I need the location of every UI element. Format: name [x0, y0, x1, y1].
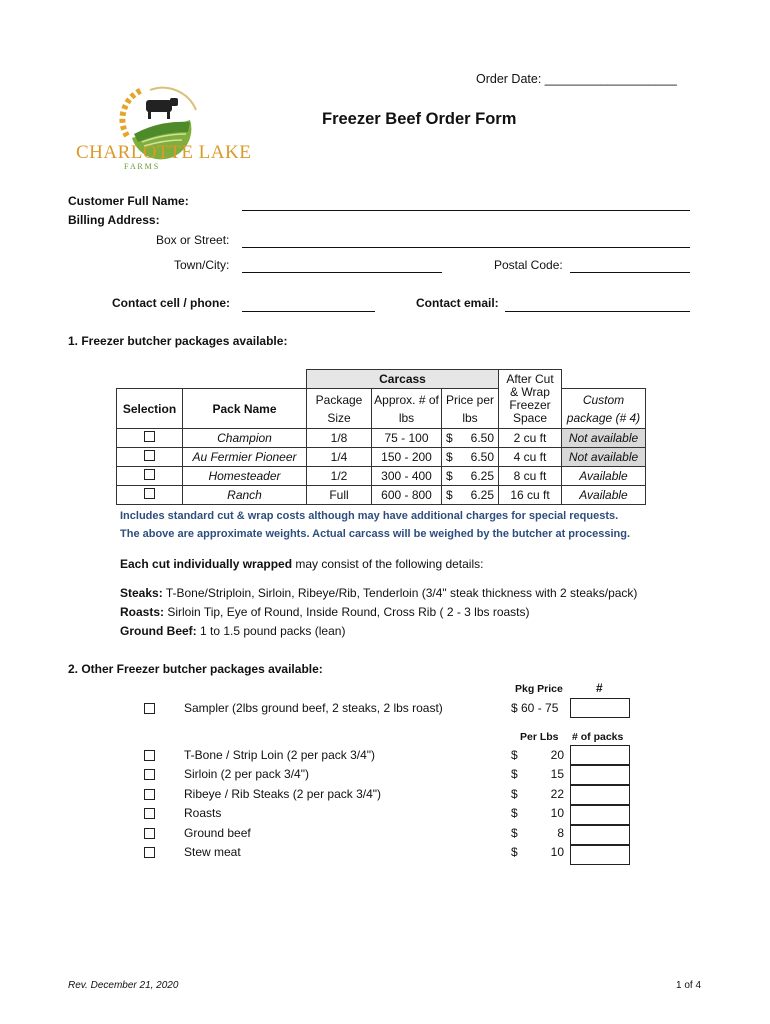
box-street-label: Box or Street:: [156, 233, 230, 247]
approx-header: Approx. # of: [374, 392, 439, 407]
roasts-checkbox[interactable]: [144, 808, 155, 819]
steaks-line: Steaks: T-Bone/Striploin, Sirloin, Ribeye/Rib, Tenderloin (3/4" steak thickness with 2 steaks/pack): [120, 586, 638, 600]
table-row: [117, 448, 646, 467]
sampler-checkbox[interactable]: [144, 703, 155, 714]
box-street-field[interactable]: [242, 247, 690, 248]
table-row: [117, 429, 646, 448]
package-size: 1/2: [307, 467, 372, 486]
approx-lbs: 300 - 400: [372, 467, 442, 486]
note-standard-cut: Includes standard cut & wrap costs although may have additional charges for special requests.: [120, 510, 619, 522]
tbone-checkbox[interactable]: [144, 750, 155, 761]
sampler-label: Sampler (2lbs ground beef, 2 steaks, 2 lbs roast): [184, 701, 443, 715]
pack-name: Au Fermier Pioneer: [183, 448, 307, 467]
custom-availability: Not available: [562, 448, 646, 467]
sampler-quantity-input[interactable]: [570, 698, 630, 718]
item-name: Roasts: [184, 806, 222, 820]
freezer-space: 4 cu ft: [499, 448, 562, 467]
item-currency: $: [511, 845, 518, 859]
freezer-space: 8 cu ft: [499, 467, 562, 486]
approx-lbs: 75 - 100: [372, 429, 442, 448]
form-title: Freezer Beef Order Form: [322, 110, 517, 128]
email-field[interactable]: [505, 311, 690, 312]
item-currency: $: [511, 826, 518, 840]
roasts-line: Roasts: Sirloin Tip, Eye of Round, Inside Round, Cross Rib ( 2 - 3 lbs roasts): [120, 605, 530, 619]
price: 6.50: [470, 431, 494, 445]
item-currency: $: [511, 748, 518, 762]
full-name-field[interactable]: [242, 210, 690, 211]
currency: $: [446, 431, 453, 445]
note-approx-weights: The above are approximate weights. Actual carcass will be weighed by the butcher at processing.: [120, 528, 631, 540]
postal-code-field[interactable]: [570, 272, 690, 273]
approx-lbs: 150 - 200: [372, 448, 442, 467]
pack-name: Homesteader: [183, 467, 307, 486]
price: 6.25: [470, 469, 494, 483]
item-price: 22: [550, 787, 564, 801]
custom-header-2: package (# 4): [566, 410, 641, 425]
roasts-packs-input[interactable]: [570, 805, 630, 825]
sampler-price: $ 60 - 75: [511, 701, 559, 715]
freezer-space: 16 cu ft: [499, 486, 562, 505]
package-size: 1/8: [307, 429, 372, 448]
ribeye-checkbox[interactable]: [144, 789, 155, 800]
phone-label: Contact cell / phone:: [112, 296, 231, 310]
farm-logo: [72, 76, 252, 176]
select-checkbox-pioneer[interactable]: [144, 450, 155, 461]
freezer-space: 2 cu ft: [499, 429, 562, 448]
stew-meat-packs-input[interactable]: [570, 845, 630, 865]
packs-header: # of packs: [572, 731, 624, 743]
item-name: Ground beef: [184, 826, 251, 840]
full-name-label: Customer Full Name:: [68, 194, 189, 208]
item-price: 10: [550, 845, 564, 859]
order-date-label: Order Date: ___________________: [476, 72, 677, 86]
email-label: Contact email:: [416, 296, 499, 310]
currency: $: [446, 450, 453, 464]
billing-address-label: Billing Address:: [68, 213, 160, 227]
table-row: [117, 467, 646, 486]
lbs-header: lbs: [398, 410, 415, 425]
package-header: Package: [315, 392, 363, 407]
town-city-field[interactable]: [242, 272, 442, 273]
selection-header: Selection: [117, 389, 183, 429]
select-checkbox-homesteader[interactable]: [144, 469, 155, 480]
item-currency: $: [511, 787, 518, 801]
custom-availability: Not available: [562, 429, 646, 448]
custom-header: Custom: [582, 392, 625, 407]
item-name: T-Bone / Strip Loin (2 per pack 3/4"): [184, 748, 376, 762]
price-lbs-header: lbs: [462, 410, 478, 425]
price: 6.25: [470, 488, 494, 502]
item-name: Sirloin (2 per pack 3/4"): [184, 767, 309, 781]
table-row: [117, 486, 646, 505]
per-lbs-header: Per Lbs: [520, 731, 559, 743]
tbone-packs-input[interactable]: [570, 745, 630, 765]
item-price: 8: [557, 826, 564, 840]
sirloin-checkbox[interactable]: [144, 769, 155, 780]
currency: $: [446, 469, 453, 483]
hash-header: #: [596, 681, 603, 695]
pack-name: Champion: [183, 429, 307, 448]
revision-date: Rev. December 21, 2020: [68, 980, 179, 991]
item-price: 10: [550, 806, 564, 820]
sirloin-packs-input[interactable]: [570, 765, 630, 785]
section1-heading: 1. Freezer butcher packages available:: [68, 334, 288, 348]
town-city-label: Town/City:: [174, 258, 230, 272]
custom-availability: Available: [562, 467, 646, 486]
item-price: 15: [550, 767, 564, 781]
item-name: Ribeye / Rib Steaks (2 per pack 3/4"): [184, 787, 382, 801]
package-size: 1/4: [307, 448, 372, 467]
details-intro: Each cut individually wrapped may consist of the following details:: [120, 557, 484, 571]
price-header: Price per: [445, 392, 495, 407]
price: 6.50: [470, 450, 494, 464]
pack-name-header: Pack Name: [183, 389, 307, 429]
postal-code-label: Postal Code:: [494, 258, 563, 272]
packages-table: [116, 369, 646, 505]
pkg-price-header: Pkg Price: [515, 683, 563, 695]
ground-beef-checkbox[interactable]: [144, 828, 155, 839]
item-price: 20: [550, 748, 564, 762]
approx-lbs: 600 - 800: [372, 486, 442, 505]
stew-meat-checkbox[interactable]: [144, 847, 155, 858]
ribeye-packs-input[interactable]: [570, 785, 630, 805]
carcass-header: Carcass: [307, 370, 499, 389]
package-size: Full: [307, 486, 372, 505]
item-name: Stew meat: [184, 845, 241, 859]
currency: $: [446, 488, 453, 502]
item-currency: $: [511, 806, 518, 820]
phone-field[interactable]: [242, 311, 375, 312]
item-currency: $: [511, 767, 518, 781]
custom-availability: Available: [562, 486, 646, 505]
select-checkbox-ranch[interactable]: [144, 488, 155, 499]
size-header: Size: [327, 410, 351, 425]
logo-title: CHARLOTTE LAKE: [76, 142, 252, 163]
select-checkbox-champion[interactable]: [144, 431, 155, 442]
ground-beef-line: Ground Beef: 1 to 1.5 pound packs (lean): [120, 624, 346, 638]
pack-name: Ranch: [183, 486, 307, 505]
after-cut-header: After Cut & Wrap Freezer Space: [499, 370, 562, 429]
page-number: 1 of 4: [676, 980, 702, 991]
logo-subtitle: F A R M S: [124, 162, 159, 171]
ground-beef-packs-input[interactable]: [570, 825, 630, 845]
section2-heading: 2. Other Freezer butcher packages available:: [68, 662, 323, 676]
